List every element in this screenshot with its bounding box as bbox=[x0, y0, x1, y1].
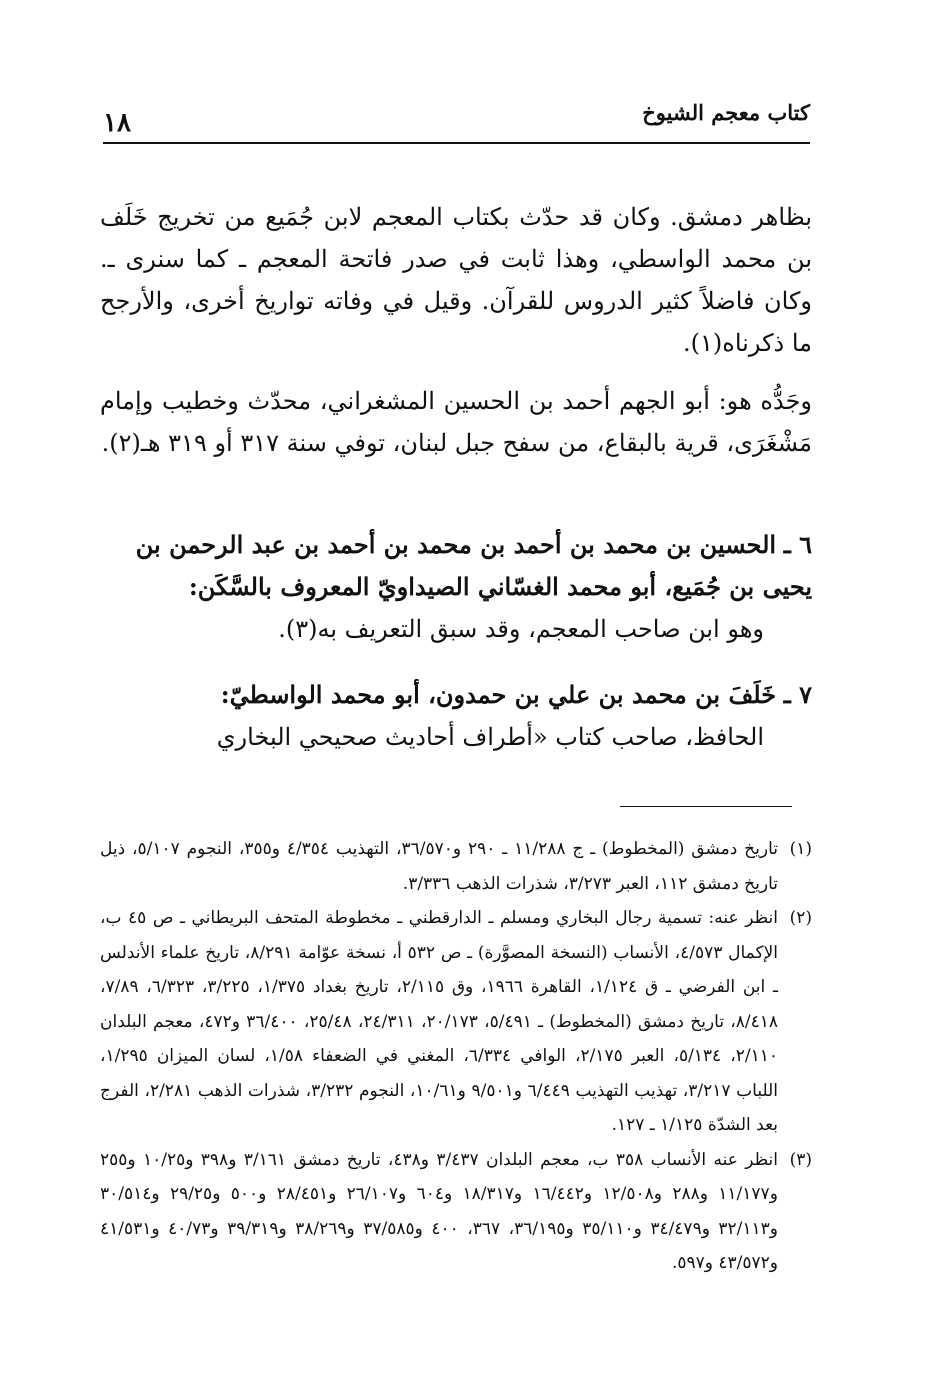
page-number: ١٨ bbox=[103, 108, 131, 138]
entry-name: خَلَفَ بن محمد بن علي بن حمدون، أبو محمد الواسطيّ: bbox=[220, 680, 777, 709]
entry-number: ٧ ـ bbox=[783, 680, 812, 709]
footnote-marker: (٣) bbox=[789, 1149, 812, 1170]
entry-number: ٦ ـ bbox=[783, 530, 812, 559]
entry-description: وهو ابن صاحب المعجم، وقد سبق التعريف به(٣). bbox=[278, 615, 764, 643]
body-paragraph: بظاهر دمشق. وكان قد حدّث بكتاب المعجم لابن جُمَيع من تخريج خَلَف بن محمد الواسطي، وهذا ثابت في صدر فاتحة المعجم ـ كما سنرى ـ. وكان فاضلاً كثير الدروس للقرآن. وقيل في وفاته تواريخ أخرى، والأرجح ما ذكرناه(١). bbox=[100, 203, 812, 357]
footnotes bbox=[100, 832, 812, 1281]
footnote-text: تاريخ دمشق (المخطوط) ـ ج ١١/٢٨٨ ـ ٢٩٠ و٣٦/٥٧٠، التهذيب ٤/٣٥٤ و٣٥٥، النجوم ٥/١٠٧، ذيل تاريخ دمشق ١١٢، العبر ٣/٢٧٣، شذرات الذهب ٣/٣٣٦. bbox=[100, 839, 778, 894]
biography-entry bbox=[100, 524, 812, 650]
footnote bbox=[100, 1143, 812, 1281]
footnote-marker: (١) bbox=[789, 839, 812, 859]
entry-heading bbox=[100, 674, 812, 716]
footnote bbox=[100, 901, 812, 1143]
entry-description: الحافظ، صاحب كتاب «أطراف أحاديث صحيحي البخاري bbox=[216, 723, 764, 751]
body-paragraph: وجَدُّه هو: أبو الجهم أحمد بن الحسين المشغراني، محدّث وخطيب وإمام مَشْغَرَى، قرية بالبقاع، من سفح جبل لبنان، توفي سنة ٣١٧ أو ٣١٩ هـ(٢). bbox=[100, 387, 812, 457]
page-header bbox=[103, 96, 810, 144]
entry-name: الحسين بن محمد بن أحمد بن محمد بن أحمد بن عبد الرحمن بن يحيى بن جُمَيع، أبو محمد الغسّاني الصيداويّ المعروف بالسَّكَن: bbox=[135, 530, 812, 601]
footnote-divider bbox=[620, 806, 792, 807]
running-title: كتاب معجم الشيوخ bbox=[642, 100, 810, 125]
footnote-text: انظر عنه: تسمية رجال البخاري ومسلم ـ الدارقطني ـ مخطوطة المتحف البريطاني ـ ص ٤٥ ب، الإكمال ٤/٥٧٣، الأنساب (النسخة المصوَّرة) ـ ص ٥٣٢ أ، نسخة عوّامة ٨/٢٩١، تاريخ علماء الأندلس ـ ابن الفرضي ـ ق ١/١٢٤، القاهرة ١٩٦٦، وق ٢/١١٥، تاريخ بغداد ١/٣٧٥، ٣/٢٢٥، ٦/٣٢٣، ٧/٨٩، ٨/٤١٨، تاريخ دمشق (المخطوط) ـ ٥/٤٩١، ٢٠/١٧٣، ٢٤/٣١١، ٢٥/٤٨، ٣٦/٤٠٠ و٤٧٢، معجم البلدان ٢/١١٠، ٥/١٣٤، العبر ٢/١٧٥، الوافي ٦/٣٣٤، المغني في الضعفاء ١/٥٨، لسان الميزان ١/٢٩٥، اللباب ٣/٢١٧، تهذيب التهذيب ٦/٤٤٩ و٩/٥٠١ و١٠/٦١، النجوم ٣/٢٣٢، شذرات الذهب ٢/٢٨١، الفرج بعد الشدّة ١/١٢٥ ـ ١٢٧. bbox=[100, 908, 779, 1135]
footnote-marker: (٢) bbox=[789, 908, 812, 928]
footnote-text: انظر عنه الأنساب ٣٥٨ ب، معجم البلدان ٣/٤٣٧ و٤٣٨، تاريخ دمشق ٣/١٦١ و٣٩٨ و١٠/٢٥ و٢٥٥ و١١/١٧٧ و٢٨٨ و١٢/٥٠٨ و١٦/٤٤٢ و١٨/٣١٧ و٦٠٤ و٢٦/١٠٧ و٢٨/٤٥١ و٥٠٠ و٢٩/٢٥ و٣٠/٥١٤ و٣٢/١١٣ و٣٤/٤٧٩ و٣٥/١١٠ و٣٦/١٩٥، ٣٦٧، ٤٠٠ و٣٧/٥٨٥ و٣٨/٢٦٩ و٣٩/٣١٩ و٤٠/٧٣ و٤١/٥٣١ و٤٣/٥٧٢ و٥٩٧. bbox=[100, 1149, 779, 1273]
biography-entry bbox=[100, 674, 812, 758]
entry-heading bbox=[100, 524, 812, 608]
footnote bbox=[100, 832, 812, 901]
